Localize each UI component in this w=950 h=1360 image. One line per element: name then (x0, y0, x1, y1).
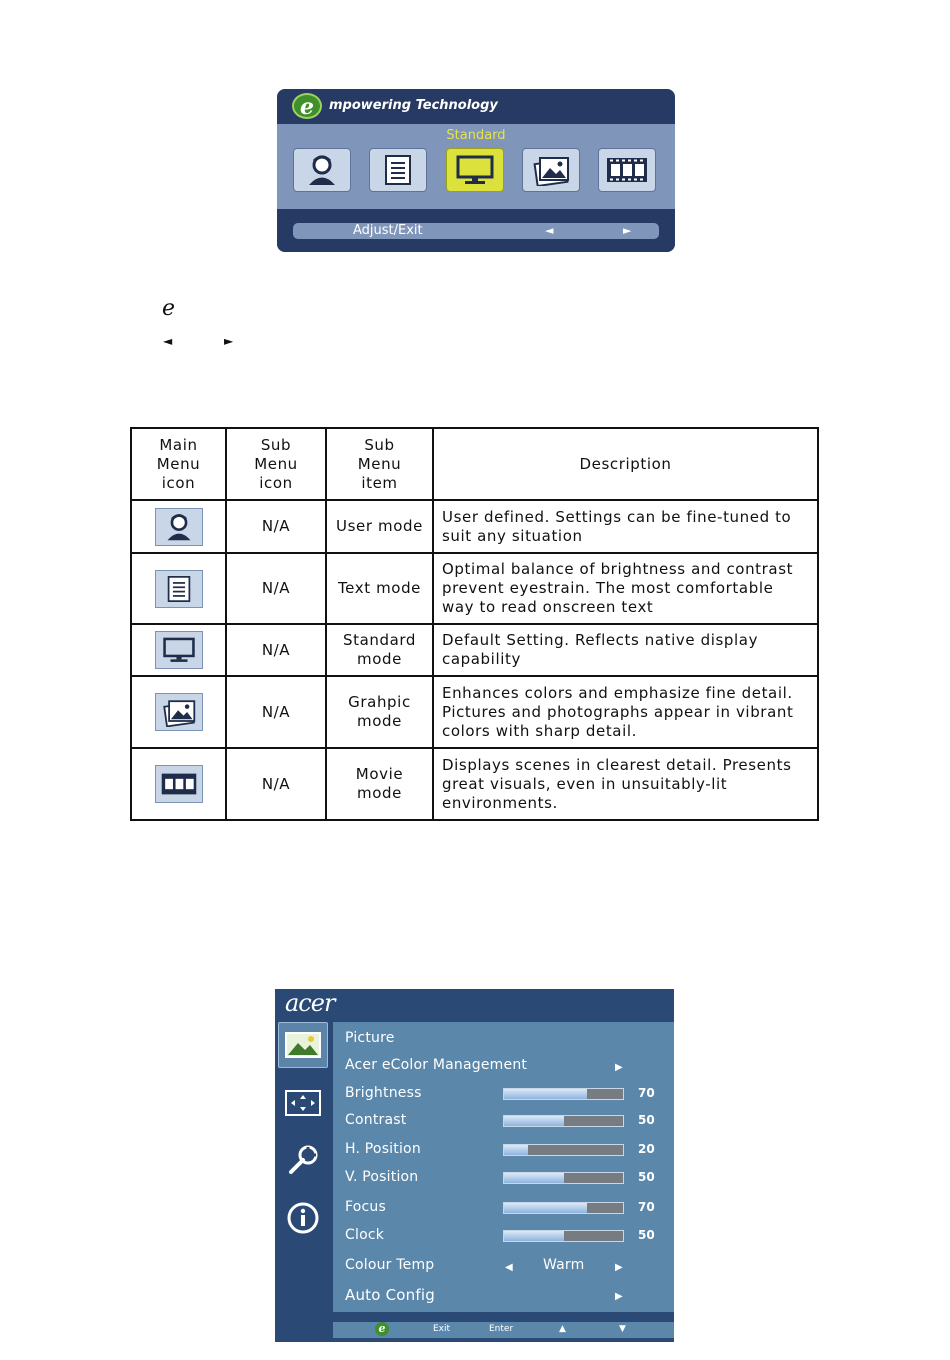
text-mode-icon (383, 154, 413, 186)
row-item: Movie mode (326, 748, 433, 820)
acer-osd (275, 989, 674, 1342)
auto-config-item[interactable]: Auto Config (345, 1286, 435, 1304)
auto-config-right-arrow-icon: ▶ (615, 1291, 623, 1302)
slider-label[interactable]: Brightness (345, 1085, 422, 1101)
row-item: User mode (326, 500, 433, 553)
slider-value: 50 (638, 1228, 655, 1242)
movie-mode-icon (605, 155, 649, 185)
row-description: Optimal balance of brightness and contrast prevent eyestrain. The most comfortable way to read onscreen text (433, 553, 818, 624)
row-icon-cell (131, 624, 226, 676)
row-item: Text mode (326, 553, 433, 624)
empowering-e-icon[interactable]: e (375, 1322, 389, 1336)
table-row (131, 500, 818, 553)
up-arrow-icon[interactable]: ▲ (559, 1324, 566, 1334)
empowering-footer (277, 209, 675, 252)
information-icon (286, 1201, 320, 1235)
slider-fill (504, 1089, 587, 1099)
standard-mode-icon (155, 631, 203, 669)
movie-mode-button[interactable] (598, 148, 656, 192)
table-header-row (131, 428, 818, 500)
row-item: Grahpic mode (326, 676, 433, 748)
graphic-mode-icon (155, 693, 203, 731)
slider-fill (504, 1203, 587, 1213)
picture-icon (283, 1030, 323, 1060)
slider-track[interactable] (503, 1088, 624, 1100)
acer-logo: acer (285, 989, 335, 1017)
user-mode-button[interactable] (293, 148, 351, 192)
left-key-glyph: ◄ (163, 334, 173, 348)
row-icon-cell (131, 676, 226, 748)
picture-panel (333, 1022, 674, 1312)
slider-value: 20 (638, 1142, 655, 1156)
adjust-exit-bar[interactable] (293, 223, 659, 239)
row-icon-cell (131, 748, 226, 820)
slider-track[interactable] (503, 1202, 624, 1214)
empowering-e-logo[interactable]: e (292, 93, 322, 119)
text-mode-icon (155, 570, 203, 608)
acer-footer (333, 1322, 674, 1338)
slider-value: 50 (638, 1170, 655, 1184)
position-icon (283, 1088, 323, 1118)
row-sub-icon: N/A (226, 500, 326, 553)
row-sub-icon: N/A (226, 676, 326, 748)
header-main-menu-icon: Main Menu icon (131, 428, 226, 500)
slider-fill (504, 1116, 564, 1126)
row-item: Standard mode (326, 624, 433, 676)
sidebar-item-picture[interactable] (278, 1022, 328, 1068)
row-description: User defined. Settings can be fine-tuned to suit any situation (433, 500, 818, 553)
sidebar-item-position[interactable] (278, 1080, 328, 1126)
section-title: Picture (345, 1030, 395, 1046)
standard-mode-button[interactable] (446, 148, 504, 192)
slider-label[interactable]: H. Position (345, 1141, 421, 1157)
standard-mode-icon (455, 154, 495, 186)
graphic-mode-icon (531, 154, 571, 186)
slider-track[interactable] (503, 1115, 624, 1127)
colour-temp-left-arrow-icon[interactable]: ◀ (505, 1262, 513, 1273)
colour-temp-value[interactable]: Warm (543, 1257, 585, 1273)
slider-fill (504, 1173, 564, 1183)
row-sub-icon: N/A (226, 748, 326, 820)
adjust-exit-label: Adjust/Exit (353, 223, 423, 238)
slider-value: 70 (638, 1200, 655, 1214)
setup-wrench-icon (285, 1142, 321, 1178)
graphic-mode-button[interactable] (522, 148, 580, 192)
slider-label[interactable]: Clock (345, 1227, 385, 1243)
empowering-header (277, 89, 675, 124)
right-arrow-icon[interactable]: ► (623, 224, 632, 237)
row-description: Displays scenes in clearest detail. Presents great visuals, even in unsuitably-lit environments. (433, 748, 818, 820)
ecolor-management-item[interactable]: Acer eColor Management (345, 1057, 528, 1073)
slider-label[interactable]: V. Position (345, 1169, 419, 1185)
colour-temp-right-arrow-icon[interactable]: ▶ (615, 1262, 623, 1273)
header-sub-menu-icon: Sub Menu icon (226, 428, 326, 500)
acer-sidebar (278, 1022, 330, 1308)
ecolor-right-arrow-icon: ▶ (615, 1062, 623, 1073)
movie-mode-icon (155, 765, 203, 803)
slider-track[interactable] (503, 1230, 624, 1242)
row-description: Default Setting. Reflects native display capability (433, 624, 818, 676)
slider-label[interactable]: Focus (345, 1199, 386, 1215)
header-description: Description (433, 428, 818, 500)
user-mode-icon (155, 508, 203, 546)
sidebar-item-setup[interactable] (278, 1137, 328, 1183)
table-row (131, 624, 818, 676)
user-mode-icon (305, 154, 339, 186)
footer-enter-label[interactable]: Enter (489, 1324, 514, 1334)
e-key-glyph: e (162, 296, 176, 321)
slider-value: 50 (638, 1113, 655, 1127)
row-sub-icon: N/A (226, 553, 326, 624)
right-key-glyph: ► (224, 334, 234, 348)
down-arrow-icon[interactable]: ▼ (619, 1324, 626, 1334)
table-row (131, 748, 818, 820)
table-row (131, 553, 818, 624)
slider-fill (504, 1145, 528, 1155)
text-mode-button[interactable] (369, 148, 427, 192)
row-icon-cell (131, 500, 226, 553)
mode-table (130, 427, 819, 821)
header-sub-menu-item: Sub Menu item (326, 428, 433, 500)
slider-value: 70 (638, 1086, 655, 1100)
table-row (131, 676, 818, 748)
slider-label[interactable]: Contrast (345, 1112, 407, 1128)
row-icon-cell (131, 553, 226, 624)
colour-temp-label: Colour Temp (345, 1257, 435, 1273)
empowering-osd (277, 89, 675, 252)
sidebar-item-information[interactable] (278, 1195, 328, 1241)
slider-fill (504, 1231, 564, 1241)
row-description: Enhances colors and emphasize fine detail. Pictures and photographs appear in vibrant colors with sharp detail. (433, 676, 818, 748)
slider-track[interactable] (503, 1144, 624, 1156)
selected-mode-label: Standard (446, 128, 506, 143)
empowering-title: mpowering Technology (329, 98, 498, 113)
footer-exit-label[interactable]: Exit (433, 1324, 451, 1334)
left-arrow-icon[interactable]: ◄ (545, 224, 554, 237)
slider-track[interactable] (503, 1172, 624, 1184)
row-sub-icon: N/A (226, 624, 326, 676)
